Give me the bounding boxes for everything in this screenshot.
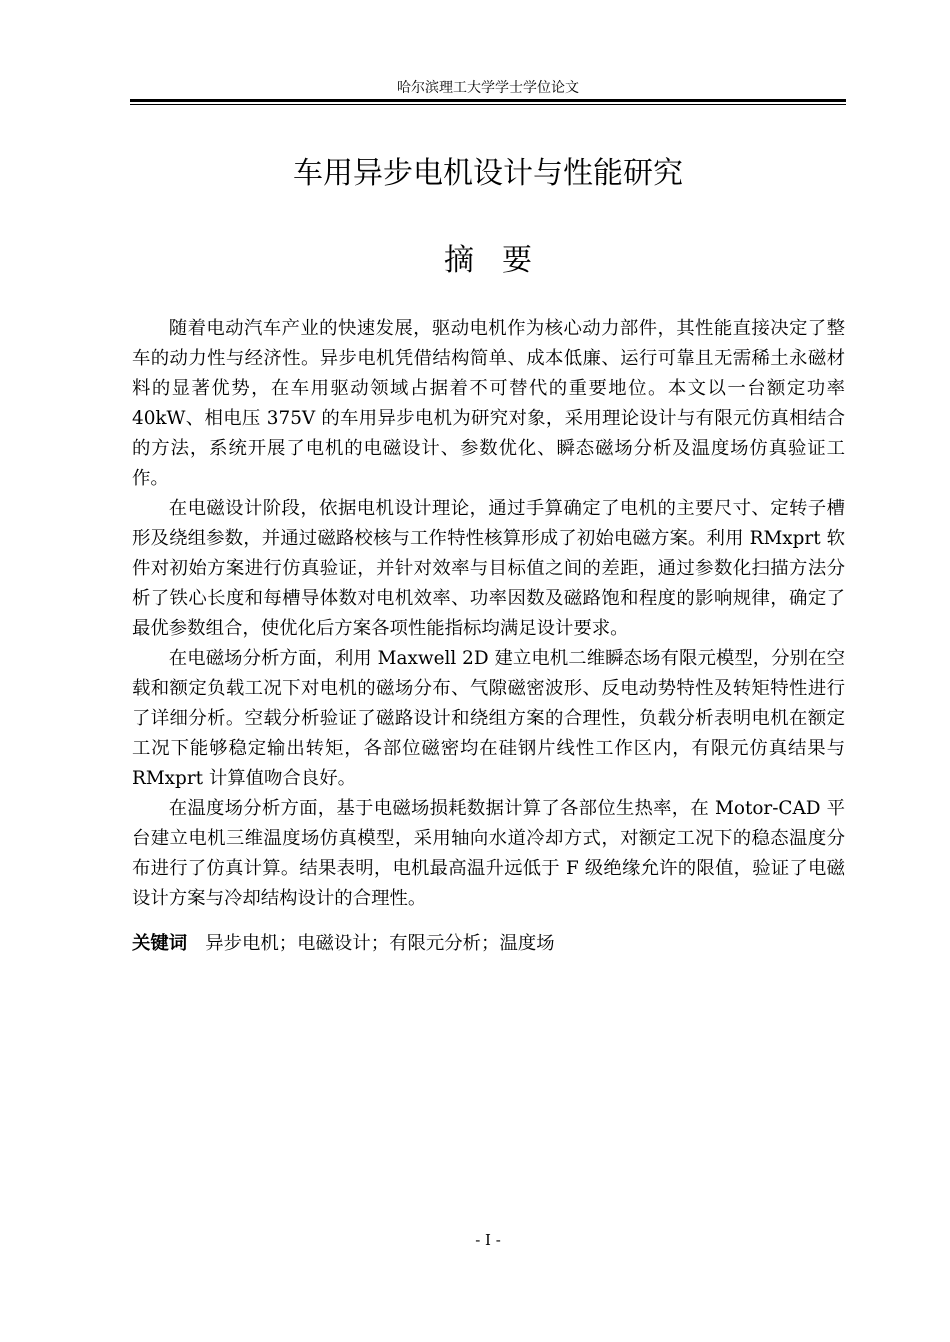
abstract-paragraph-3: 在电磁场分析方面，利用 Maxwell 2D 建立电机二维瞬态场有限元模型，分别在空载和额定负载工况下对电机的磁场分布、气隙磁密波形、反电动势特性及转矩特性进行了详细分析。空载分析验证了磁路设计和绕组方案的合理性，负载分析表明电机在额定工况下能够稳定输出转矩，各部位磁密均在硅钢片线性工作区内，有限元仿真结果与 RMxprt 计算值吻合良好。 (132, 648, 845, 789)
abstract-heading: 摘要 (444, 243, 560, 278)
page-number: - I - (475, 1231, 501, 1249)
running-header: 哈尔滨理工大学学士学位论文 (397, 80, 579, 96)
abstract-paragraph-2: 在电磁设计阶段，依据电机设计理论，通过手算确定了电机的主要尺寸、定转子槽形及绕组参数，并通过磁路校核与工作特性核算形成了初始电磁方案。利用 RMxprt 软件对初始方案进行仿真验证，并针对效率与目标值之间的差距，通过参数化扫描方法分析了铁心长度和每槽导体数对电机效率、功率因数及磁路饱和程度的影响规律，确定了最优参数组合，使优化后方案各项性能指标均满足设计要求。 (132, 498, 845, 639)
keywords-line (132, 929, 845, 959)
abstract-paragraph-4: 在温度场分析方面，基于电磁场损耗数据计算了各部位生热率，在 Motor-CAD 平台建立电机三维温度场仿真模型，采用轴向水道冷却方式，对额定工况下的稳态温度分布进行了仿真计算。结果表明，电机最高温升远低于 F 级绝缘允许的限值，验证了电磁设计方案与冷却结构设计的合理性。 (132, 798, 845, 909)
abstract-body (132, 314, 845, 914)
abstract-paragraph-1: 随着电动汽车产业的快速发展，驱动电机作为核心动力部件，其性能直接决定了整车的动力性与经济性。异步电机凭借结构简单、成本低廉、运行可靠且无需稀土永磁材料的显著优势，在车用驱动领域占据着不可替代的重要地位。本文以一台额定功率 40kW、相电压 375V 的车用异步电机为研究对象，采用理论设计与有限元仿真相结合的方法，系统开展了电机的电磁设计、参数优化、瞬态磁场分析及温度场仿真验证工作。 (132, 318, 845, 489)
header-rule-thick (130, 99, 846, 102)
thesis-title: 车用异步电机设计与性能研究 (293, 156, 683, 191)
header-rule-thin (130, 104, 846, 105)
keywords-label: 关键词 (132, 933, 188, 954)
keywords-text: 异步电机；电磁设计；有限元分析；温度场 (205, 933, 555, 954)
